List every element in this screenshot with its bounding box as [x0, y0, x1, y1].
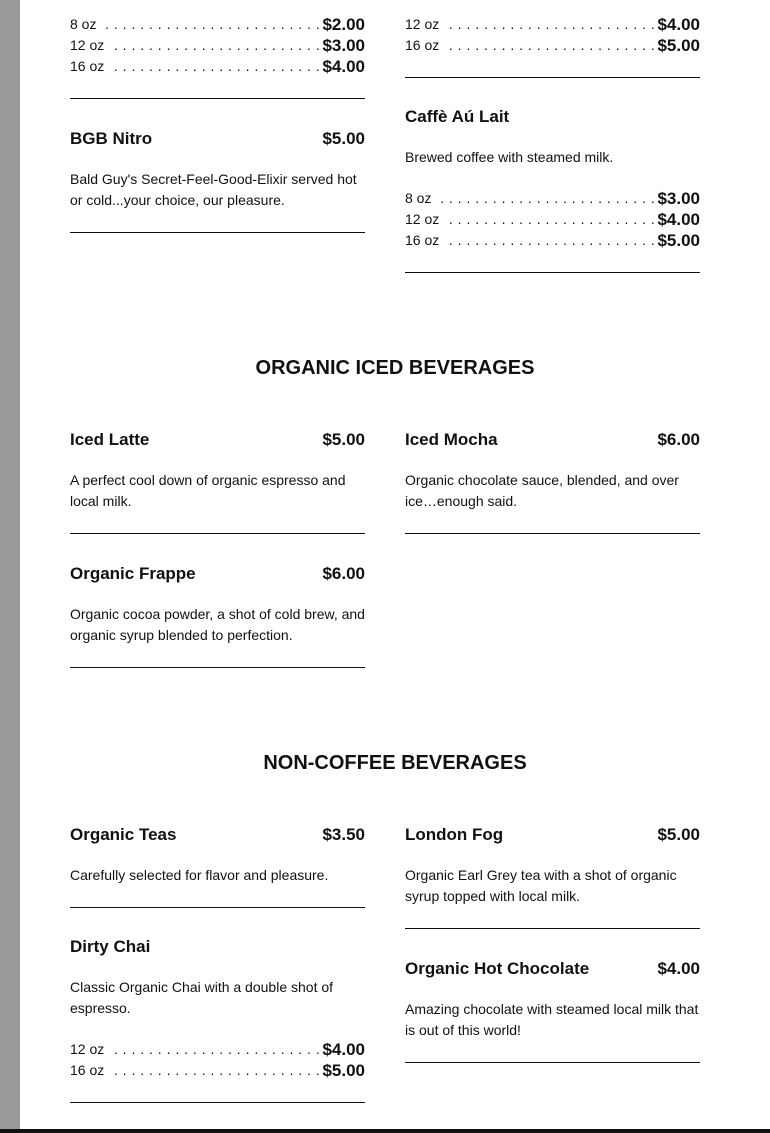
- divider: [70, 533, 365, 534]
- size-row: [405, 35, 700, 56]
- top-right-size-list: [405, 14, 700, 56]
- divider: [405, 1062, 700, 1063]
- item-price: $6.00: [657, 430, 700, 449]
- menu-item-iced-mocha: [405, 428, 700, 512]
- size-row: [405, 230, 700, 251]
- divider: [70, 907, 365, 908]
- size-price: $4.00: [657, 15, 700, 34]
- section-title-non-coffee: NON-COFFEE BEVERAGES: [263, 752, 527, 774]
- item-description: Organic chocolate sauce, blended, and over ice…enough said.: [405, 472, 679, 509]
- size-row: [70, 1060, 365, 1081]
- divider: [405, 77, 700, 78]
- menu-item-organic-frappe: [70, 562, 365, 646]
- size-row: [70, 1039, 365, 1060]
- divider: [70, 98, 365, 99]
- menu-item-organic-hot-chocolate: [405, 957, 700, 1041]
- divider: [405, 272, 700, 273]
- item-description: A perfect cool down of organic espresso and local milk.: [70, 472, 346, 509]
- item-name: Iced Mocha: [405, 430, 498, 449]
- item-description: Classic Organic Chai with a double shot of espresso.: [70, 979, 334, 1016]
- item-name: Organic Hot Chocolate: [405, 959, 590, 978]
- size-label: 16 oz: [70, 56, 108, 77]
- size-label: 16 oz: [405, 35, 443, 56]
- menu-item-caffe-au-lait: [405, 105, 700, 168]
- item-description: Organic Earl Grey tea with a shot of organic syrup topped with local milk.: [405, 867, 677, 904]
- bottom-border: [0, 1129, 770, 1133]
- item-name: Iced Latte: [70, 430, 150, 449]
- size-price: $5.00: [657, 231, 700, 250]
- item-description: Brewed coffee with steamed milk.: [405, 149, 614, 165]
- item-description: Organic cocoa powder, a shot of cold brew, and organic syrup blended to perfection.: [70, 606, 365, 643]
- size-label: 12 oz: [70, 1039, 108, 1060]
- size-row: [405, 14, 700, 35]
- item-name: Organic Frappe: [70, 564, 196, 583]
- size-label: 12 oz: [405, 14, 443, 35]
- item-price: $6.00: [322, 564, 365, 583]
- menu-item-london-fog: [405, 823, 700, 907]
- item-description: Amazing chocolate with steamed local milk that is out of this world!: [405, 1001, 699, 1038]
- divider: [70, 232, 365, 233]
- section-title-iced: ORGANIC ICED BEVERAGES: [255, 357, 535, 379]
- item-price: $3.50: [322, 825, 365, 844]
- divider: [405, 928, 700, 929]
- size-row: [70, 35, 365, 56]
- item-description: Carefully selected for flavor and pleasure.: [70, 867, 329, 883]
- size-label: 8 oz: [405, 188, 435, 209]
- menu-item-iced-latte: [70, 428, 365, 512]
- size-label: 12 oz: [405, 209, 443, 230]
- item-price: $5.00: [657, 825, 700, 844]
- item-name: Organic Teas: [70, 825, 177, 844]
- item-description: Bald Guy's Secret-Feel-Good-Elixir served hot or cold...your choice, our pleasure.: [70, 171, 357, 208]
- size-price: $4.00: [322, 1040, 365, 1059]
- item-price: $4.00: [657, 959, 700, 978]
- caffe-au-lait-size-list: [405, 188, 700, 251]
- size-label: 8 oz: [70, 14, 100, 35]
- divider: [70, 667, 365, 668]
- item-name: London Fog: [405, 825, 504, 844]
- size-price: $4.00: [322, 57, 365, 76]
- size-price: $3.00: [322, 36, 365, 55]
- item-name: Caffè Aú Lait: [405, 107, 510, 126]
- size-label: 16 oz: [70, 1060, 108, 1081]
- size-price: $2.00: [322, 15, 365, 34]
- size-price: $5.00: [322, 1061, 365, 1080]
- top-left-size-list: [70, 14, 365, 77]
- size-label: 16 oz: [405, 230, 443, 251]
- item-name: Dirty Chai: [70, 937, 151, 956]
- dirty-chai-size-list: [70, 1039, 365, 1081]
- size-price: $4.00: [657, 210, 700, 229]
- left-side-bar: [0, 0, 20, 1133]
- item-price: $5.00: [322, 430, 365, 449]
- size-price: $3.00: [657, 189, 700, 208]
- size-row: [70, 14, 365, 35]
- menu-item-organic-teas: [70, 823, 365, 886]
- divider: [405, 533, 700, 534]
- size-row: [70, 56, 365, 77]
- size-row: [405, 209, 700, 230]
- size-label: 12 oz: [70, 35, 108, 56]
- size-price: $5.00: [657, 36, 700, 55]
- menu-item-bgb-nitro: [70, 127, 365, 211]
- size-row: [405, 188, 700, 209]
- divider: [70, 1102, 365, 1103]
- item-name: BGB Nitro: [70, 129, 153, 148]
- item-price: $5.00: [322, 129, 365, 148]
- menu-item-dirty-chai: [70, 935, 365, 1019]
